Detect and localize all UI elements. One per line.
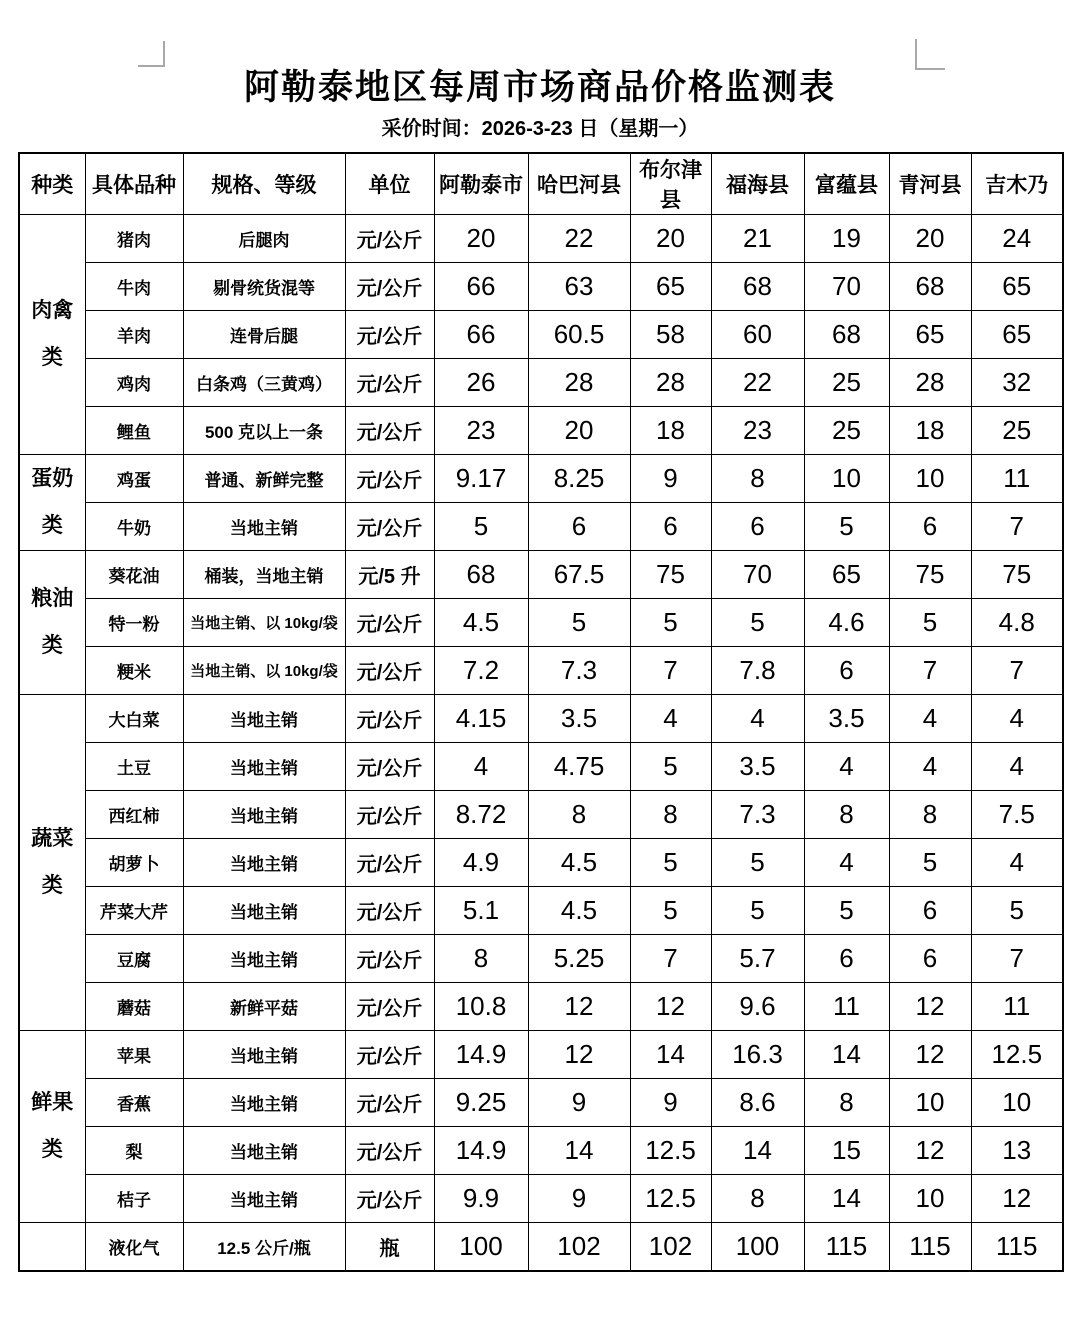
spec-grade-cell: 当地主销 — [183, 743, 345, 791]
price-value-cell: 14 — [804, 1175, 889, 1223]
price-value-cell: 65 — [630, 263, 711, 311]
price-value-cell: 66 — [434, 263, 528, 311]
price-value-cell: 6 — [889, 887, 971, 935]
price-value-cell: 6 — [711, 503, 804, 551]
table-row — [19, 1079, 1063, 1127]
item-name-cell: 芹菜大芹 — [85, 887, 183, 935]
spec-grade-cell: 新鲜平菇 — [183, 983, 345, 1031]
price-value-cell: 14 — [804, 1031, 889, 1079]
price-value-cell: 21 — [711, 215, 804, 263]
price-value-cell: 65 — [971, 311, 1063, 359]
spec-grade-cell: 普通、新鲜完整 — [183, 455, 345, 503]
price-value-cell: 66 — [434, 311, 528, 359]
unit-cell: 元/公斤 — [345, 407, 434, 455]
unit-cell: 元/公斤 — [345, 503, 434, 551]
price-value-cell: 9.9 — [434, 1175, 528, 1223]
price-value-cell: 115 — [971, 1223, 1063, 1271]
price-value-cell: 12.5 — [630, 1175, 711, 1223]
category-cell: 肉禽 类 — [19, 215, 85, 455]
spec-grade-cell: 当地主销 — [183, 791, 345, 839]
price-value-cell: 100 — [434, 1223, 528, 1271]
spec-grade-cell: 当地主销 — [183, 503, 345, 551]
price-value-cell: 16.3 — [711, 1031, 804, 1079]
spec-grade-cell: 当地主销 — [183, 887, 345, 935]
column-header: 种类 — [19, 153, 85, 215]
price-value-cell: 5 — [711, 599, 804, 647]
column-header: 青河县 — [889, 153, 971, 215]
price-value-cell: 3.5 — [804, 695, 889, 743]
price-value-cell: 4 — [630, 695, 711, 743]
price-value-cell: 5.7 — [711, 935, 804, 983]
price-value-cell: 24 — [971, 215, 1063, 263]
table-row — [19, 599, 1063, 647]
price-value-cell: 6 — [630, 503, 711, 551]
table-row — [19, 1127, 1063, 1175]
column-header: 富蕴县 — [804, 153, 889, 215]
price-value-cell: 12.5 — [971, 1031, 1063, 1079]
price-value-cell: 4 — [971, 695, 1063, 743]
price-value-cell: 22 — [711, 359, 804, 407]
price-value-cell: 23 — [434, 407, 528, 455]
price-value-cell: 67.5 — [528, 551, 630, 599]
table-row — [19, 551, 1063, 599]
price-value-cell: 8 — [630, 791, 711, 839]
spec-grade-cell: 当地主销 — [183, 1079, 345, 1127]
price-value-cell: 102 — [630, 1223, 711, 1271]
item-name-cell: 香蕉 — [85, 1079, 183, 1127]
price-value-cell: 6 — [889, 503, 971, 551]
unit-cell: 元/公斤 — [345, 1031, 434, 1079]
price-value-cell: 4.75 — [528, 743, 630, 791]
price-value-cell: 23 — [711, 407, 804, 455]
unit-cell: 元/公斤 — [345, 311, 434, 359]
price-value-cell: 70 — [804, 263, 889, 311]
price-value-cell: 28 — [528, 359, 630, 407]
price-value-cell: 4 — [889, 695, 971, 743]
item-name-cell: 蘑菇 — [85, 983, 183, 1031]
spec-grade-cell: 500 克以上一条 — [183, 407, 345, 455]
price-value-cell: 5 — [630, 599, 711, 647]
price-value-cell: 7 — [889, 647, 971, 695]
spec-grade-cell: 当地主销 — [183, 839, 345, 887]
price-value-cell: 7.3 — [528, 647, 630, 695]
spec-grade-cell: 当地主销 — [183, 1127, 345, 1175]
price-value-cell: 8 — [711, 1175, 804, 1223]
price-value-cell: 4.5 — [528, 887, 630, 935]
price-value-cell: 70 — [711, 551, 804, 599]
category-cell: 粮油 类 — [19, 551, 85, 695]
price-value-cell: 9 — [528, 1175, 630, 1223]
page-title: 阿勒泰地区每周市场商品价格监测表 — [243, 68, 836, 107]
price-value-cell: 5.1 — [434, 887, 528, 935]
price-value-cell: 5 — [434, 503, 528, 551]
price-value-cell: 12 — [889, 1031, 971, 1079]
price-value-cell: 7.5 — [971, 791, 1063, 839]
price-value-cell: 8 — [804, 791, 889, 839]
price-value-cell: 4 — [889, 743, 971, 791]
price-value-cell: 7 — [971, 503, 1063, 551]
price-value-cell: 26 — [434, 359, 528, 407]
price-value-cell: 4 — [711, 695, 804, 743]
spec-grade-cell: 当地主销、以 10kg/袋 — [183, 647, 345, 695]
price-value-cell: 15 — [804, 1127, 889, 1175]
price-value-cell: 10 — [804, 455, 889, 503]
price-value-cell: 19 — [804, 215, 889, 263]
price-value-cell: 5 — [630, 887, 711, 935]
unit-cell: 元/公斤 — [345, 1175, 434, 1223]
column-header: 规格、等级 — [183, 153, 345, 215]
price-value-cell: 22 — [528, 215, 630, 263]
price-value-cell: 25 — [804, 359, 889, 407]
price-value-cell: 7.8 — [711, 647, 804, 695]
spec-grade-cell: 当地主销 — [183, 1031, 345, 1079]
price-value-cell: 12 — [528, 983, 630, 1031]
table-row — [19, 311, 1063, 359]
price-value-cell: 10 — [889, 1175, 971, 1223]
spec-grade-cell: 连骨后腿 — [183, 311, 345, 359]
unit-cell: 元/公斤 — [345, 215, 434, 263]
table-row — [19, 1223, 1063, 1271]
table-row — [19, 743, 1063, 791]
price-value-cell: 3.5 — [711, 743, 804, 791]
price-value-cell: 10.8 — [434, 983, 528, 1031]
price-value-cell: 14 — [711, 1127, 804, 1175]
price-value-cell: 8 — [889, 791, 971, 839]
price-value-cell: 25 — [971, 407, 1063, 455]
price-value-cell: 14 — [528, 1127, 630, 1175]
price-value-cell: 12 — [528, 1031, 630, 1079]
price-value-cell: 68 — [434, 551, 528, 599]
item-name-cell: 牛奶 — [85, 503, 183, 551]
item-name-cell: 液化气 — [85, 1223, 183, 1271]
price-value-cell: 7 — [630, 935, 711, 983]
table-row — [19, 1031, 1063, 1079]
spec-grade-cell: 剔骨统货混等 — [183, 263, 345, 311]
item-name-cell: 葵花油 — [85, 551, 183, 599]
price-value-cell: 4 — [804, 839, 889, 887]
price-value-cell: 6 — [889, 935, 971, 983]
column-header: 布尔津县 — [630, 153, 711, 215]
table-row — [19, 215, 1063, 263]
spec-grade-cell: 桶装，当地主销 — [183, 551, 345, 599]
item-name-cell: 梨 — [85, 1127, 183, 1175]
price-table — [18, 152, 1064, 1272]
table-row — [19, 455, 1063, 503]
price-value-cell: 4 — [804, 743, 889, 791]
price-value-cell: 5.25 — [528, 935, 630, 983]
price-value-cell: 10 — [889, 455, 971, 503]
spec-grade-cell: 白条鸡（三黄鸡） — [183, 359, 345, 407]
price-value-cell: 5 — [804, 887, 889, 935]
price-value-cell: 65 — [804, 551, 889, 599]
column-header: 单位 — [345, 153, 434, 215]
price-value-cell: 115 — [889, 1223, 971, 1271]
unit-cell: 元/公斤 — [345, 887, 434, 935]
price-value-cell: 8 — [528, 791, 630, 839]
table-row — [19, 1175, 1063, 1223]
price-value-cell: 12 — [971, 1175, 1063, 1223]
item-name-cell: 苹果 — [85, 1031, 183, 1079]
category-cell — [19, 1223, 85, 1271]
unit-cell: 元/5 升 — [345, 551, 434, 599]
price-value-cell: 100 — [711, 1223, 804, 1271]
price-date-subtitle: 采价时间：2026-3-23 日（星期一） — [381, 118, 699, 140]
unit-cell: 元/公斤 — [345, 359, 434, 407]
price-value-cell: 5 — [528, 599, 630, 647]
price-value-cell: 8.72 — [434, 791, 528, 839]
item-name-cell: 粳米 — [85, 647, 183, 695]
price-value-cell: 5 — [711, 839, 804, 887]
table-row — [19, 647, 1063, 695]
price-value-cell: 8 — [434, 935, 528, 983]
price-value-cell: 63 — [528, 263, 630, 311]
price-value-cell: 5 — [711, 887, 804, 935]
price-value-cell: 5 — [971, 887, 1063, 935]
table-header-row — [19, 153, 1063, 215]
category-cell: 蔬菜 类 — [19, 695, 85, 1031]
price-value-cell: 75 — [630, 551, 711, 599]
unit-cell: 元/公斤 — [345, 839, 434, 887]
price-value-cell: 32 — [971, 359, 1063, 407]
price-value-cell: 11 — [804, 983, 889, 1031]
price-value-cell: 18 — [630, 407, 711, 455]
table-body — [19, 215, 1063, 1271]
price-value-cell: 65 — [889, 311, 971, 359]
price-value-cell: 68 — [711, 263, 804, 311]
price-value-cell: 4.15 — [434, 695, 528, 743]
unit-cell: 瓶 — [345, 1223, 434, 1271]
price-value-cell: 5 — [630, 839, 711, 887]
column-header: 吉木乃 — [971, 153, 1063, 215]
table-row — [19, 839, 1063, 887]
price-value-cell: 68 — [889, 263, 971, 311]
table-row — [19, 359, 1063, 407]
price-value-cell: 115 — [804, 1223, 889, 1271]
table-row — [19, 263, 1063, 311]
price-value-cell: 12 — [889, 1127, 971, 1175]
item-name-cell: 特一粉 — [85, 599, 183, 647]
item-name-cell: 猪肉 — [85, 215, 183, 263]
price-value-cell: 60.5 — [528, 311, 630, 359]
price-value-cell: 8.6 — [711, 1079, 804, 1127]
price-value-cell: 18 — [889, 407, 971, 455]
price-value-cell: 102 — [528, 1223, 630, 1271]
price-value-cell: 20 — [630, 215, 711, 263]
price-value-cell: 28 — [889, 359, 971, 407]
unit-cell: 元/公斤 — [345, 1079, 434, 1127]
item-name-cell: 西红柿 — [85, 791, 183, 839]
unit-cell: 元/公斤 — [345, 935, 434, 983]
table-row — [19, 695, 1063, 743]
item-name-cell: 土豆 — [85, 743, 183, 791]
price-value-cell: 3.5 — [528, 695, 630, 743]
price-value-cell: 7.3 — [711, 791, 804, 839]
price-value-cell: 8 — [804, 1079, 889, 1127]
price-value-cell: 5 — [630, 743, 711, 791]
category-cell: 鲜果 类 — [19, 1031, 85, 1223]
price-value-cell: 4 — [971, 839, 1063, 887]
unit-cell: 元/公斤 — [345, 695, 434, 743]
price-value-cell: 9.25 — [434, 1079, 528, 1127]
table-row — [19, 983, 1063, 1031]
table-row — [19, 935, 1063, 983]
table-row — [19, 791, 1063, 839]
price-value-cell: 75 — [971, 551, 1063, 599]
price-value-cell: 14.9 — [434, 1031, 528, 1079]
price-value-cell: 4 — [971, 743, 1063, 791]
column-header: 阿勒泰市 — [434, 153, 528, 215]
price-value-cell: 14.9 — [434, 1127, 528, 1175]
price-value-cell: 4.5 — [528, 839, 630, 887]
price-value-cell: 20 — [434, 215, 528, 263]
price-value-cell: 7 — [971, 647, 1063, 695]
item-name-cell: 鲤鱼 — [85, 407, 183, 455]
price-value-cell: 12.5 — [630, 1127, 711, 1175]
column-header: 具体品种 — [85, 153, 183, 215]
spec-grade-cell: 当地主销 — [183, 1175, 345, 1223]
unit-cell: 元/公斤 — [345, 1127, 434, 1175]
price-value-cell: 68 — [804, 311, 889, 359]
price-value-cell: 4.5 — [434, 599, 528, 647]
price-value-cell: 9 — [528, 1079, 630, 1127]
price-value-cell: 14 — [630, 1031, 711, 1079]
spec-grade-cell: 当地主销 — [183, 935, 345, 983]
unit-cell: 元/公斤 — [345, 263, 434, 311]
table-row — [19, 407, 1063, 455]
price-value-cell: 12 — [630, 983, 711, 1031]
price-value-cell: 13 — [971, 1127, 1063, 1175]
price-value-cell: 9 — [630, 455, 711, 503]
price-value-cell: 6 — [804, 647, 889, 695]
column-header: 福海县 — [711, 153, 804, 215]
price-value-cell: 9 — [630, 1079, 711, 1127]
price-value-cell: 7 — [971, 935, 1063, 983]
table-row — [19, 887, 1063, 935]
price-value-cell: 4.9 — [434, 839, 528, 887]
price-value-cell: 60 — [711, 311, 804, 359]
price-value-cell: 9.6 — [711, 983, 804, 1031]
price-value-cell: 20 — [528, 407, 630, 455]
item-name-cell: 桔子 — [85, 1175, 183, 1223]
item-name-cell: 鸡肉 — [85, 359, 183, 407]
price-value-cell: 10 — [889, 1079, 971, 1127]
price-value-cell: 11 — [971, 983, 1063, 1031]
price-value-cell: 20 — [889, 215, 971, 263]
price-value-cell: 58 — [630, 311, 711, 359]
unit-cell: 元/公斤 — [345, 455, 434, 503]
price-value-cell: 25 — [804, 407, 889, 455]
item-name-cell: 豆腐 — [85, 935, 183, 983]
price-value-cell: 12 — [889, 983, 971, 1031]
price-value-cell: 6 — [804, 935, 889, 983]
item-name-cell: 牛肉 — [85, 263, 183, 311]
price-value-cell: 4.8 — [971, 599, 1063, 647]
price-value-cell: 10 — [971, 1079, 1063, 1127]
price-value-cell: 11 — [971, 455, 1063, 503]
price-value-cell: 5 — [889, 839, 971, 887]
price-value-cell: 9.17 — [434, 455, 528, 503]
table-row — [19, 503, 1063, 551]
unit-cell: 元/公斤 — [345, 599, 434, 647]
price-value-cell: 5 — [889, 599, 971, 647]
price-value-cell: 6 — [528, 503, 630, 551]
price-value-cell: 4 — [434, 743, 528, 791]
unit-cell: 元/公斤 — [345, 743, 434, 791]
price-value-cell: 65 — [971, 263, 1063, 311]
price-value-cell: 8 — [711, 455, 804, 503]
unit-cell: 元/公斤 — [345, 791, 434, 839]
item-name-cell: 鸡蛋 — [85, 455, 183, 503]
item-name-cell: 胡萝卜 — [85, 839, 183, 887]
column-header: 哈巴河县 — [528, 153, 630, 215]
spec-grade-cell: 当地主销、以 10kg/袋 — [183, 599, 345, 647]
price-value-cell: 75 — [889, 551, 971, 599]
price-value-cell: 28 — [630, 359, 711, 407]
spec-grade-cell: 12.5 公斤/瓶 — [183, 1223, 345, 1271]
category-cell: 蛋奶 类 — [19, 455, 85, 551]
price-value-cell: 8.25 — [528, 455, 630, 503]
price-value-cell: 7.2 — [434, 647, 528, 695]
item-name-cell: 羊肉 — [85, 311, 183, 359]
spec-grade-cell: 当地主销 — [183, 695, 345, 743]
price-value-cell: 5 — [804, 503, 889, 551]
unit-cell: 元/公斤 — [345, 983, 434, 1031]
price-value-cell: 7 — [630, 647, 711, 695]
item-name-cell: 大白菜 — [85, 695, 183, 743]
price-value-cell: 4.6 — [804, 599, 889, 647]
spec-grade-cell: 后腿肉 — [183, 215, 345, 263]
unit-cell: 元/公斤 — [345, 647, 434, 695]
